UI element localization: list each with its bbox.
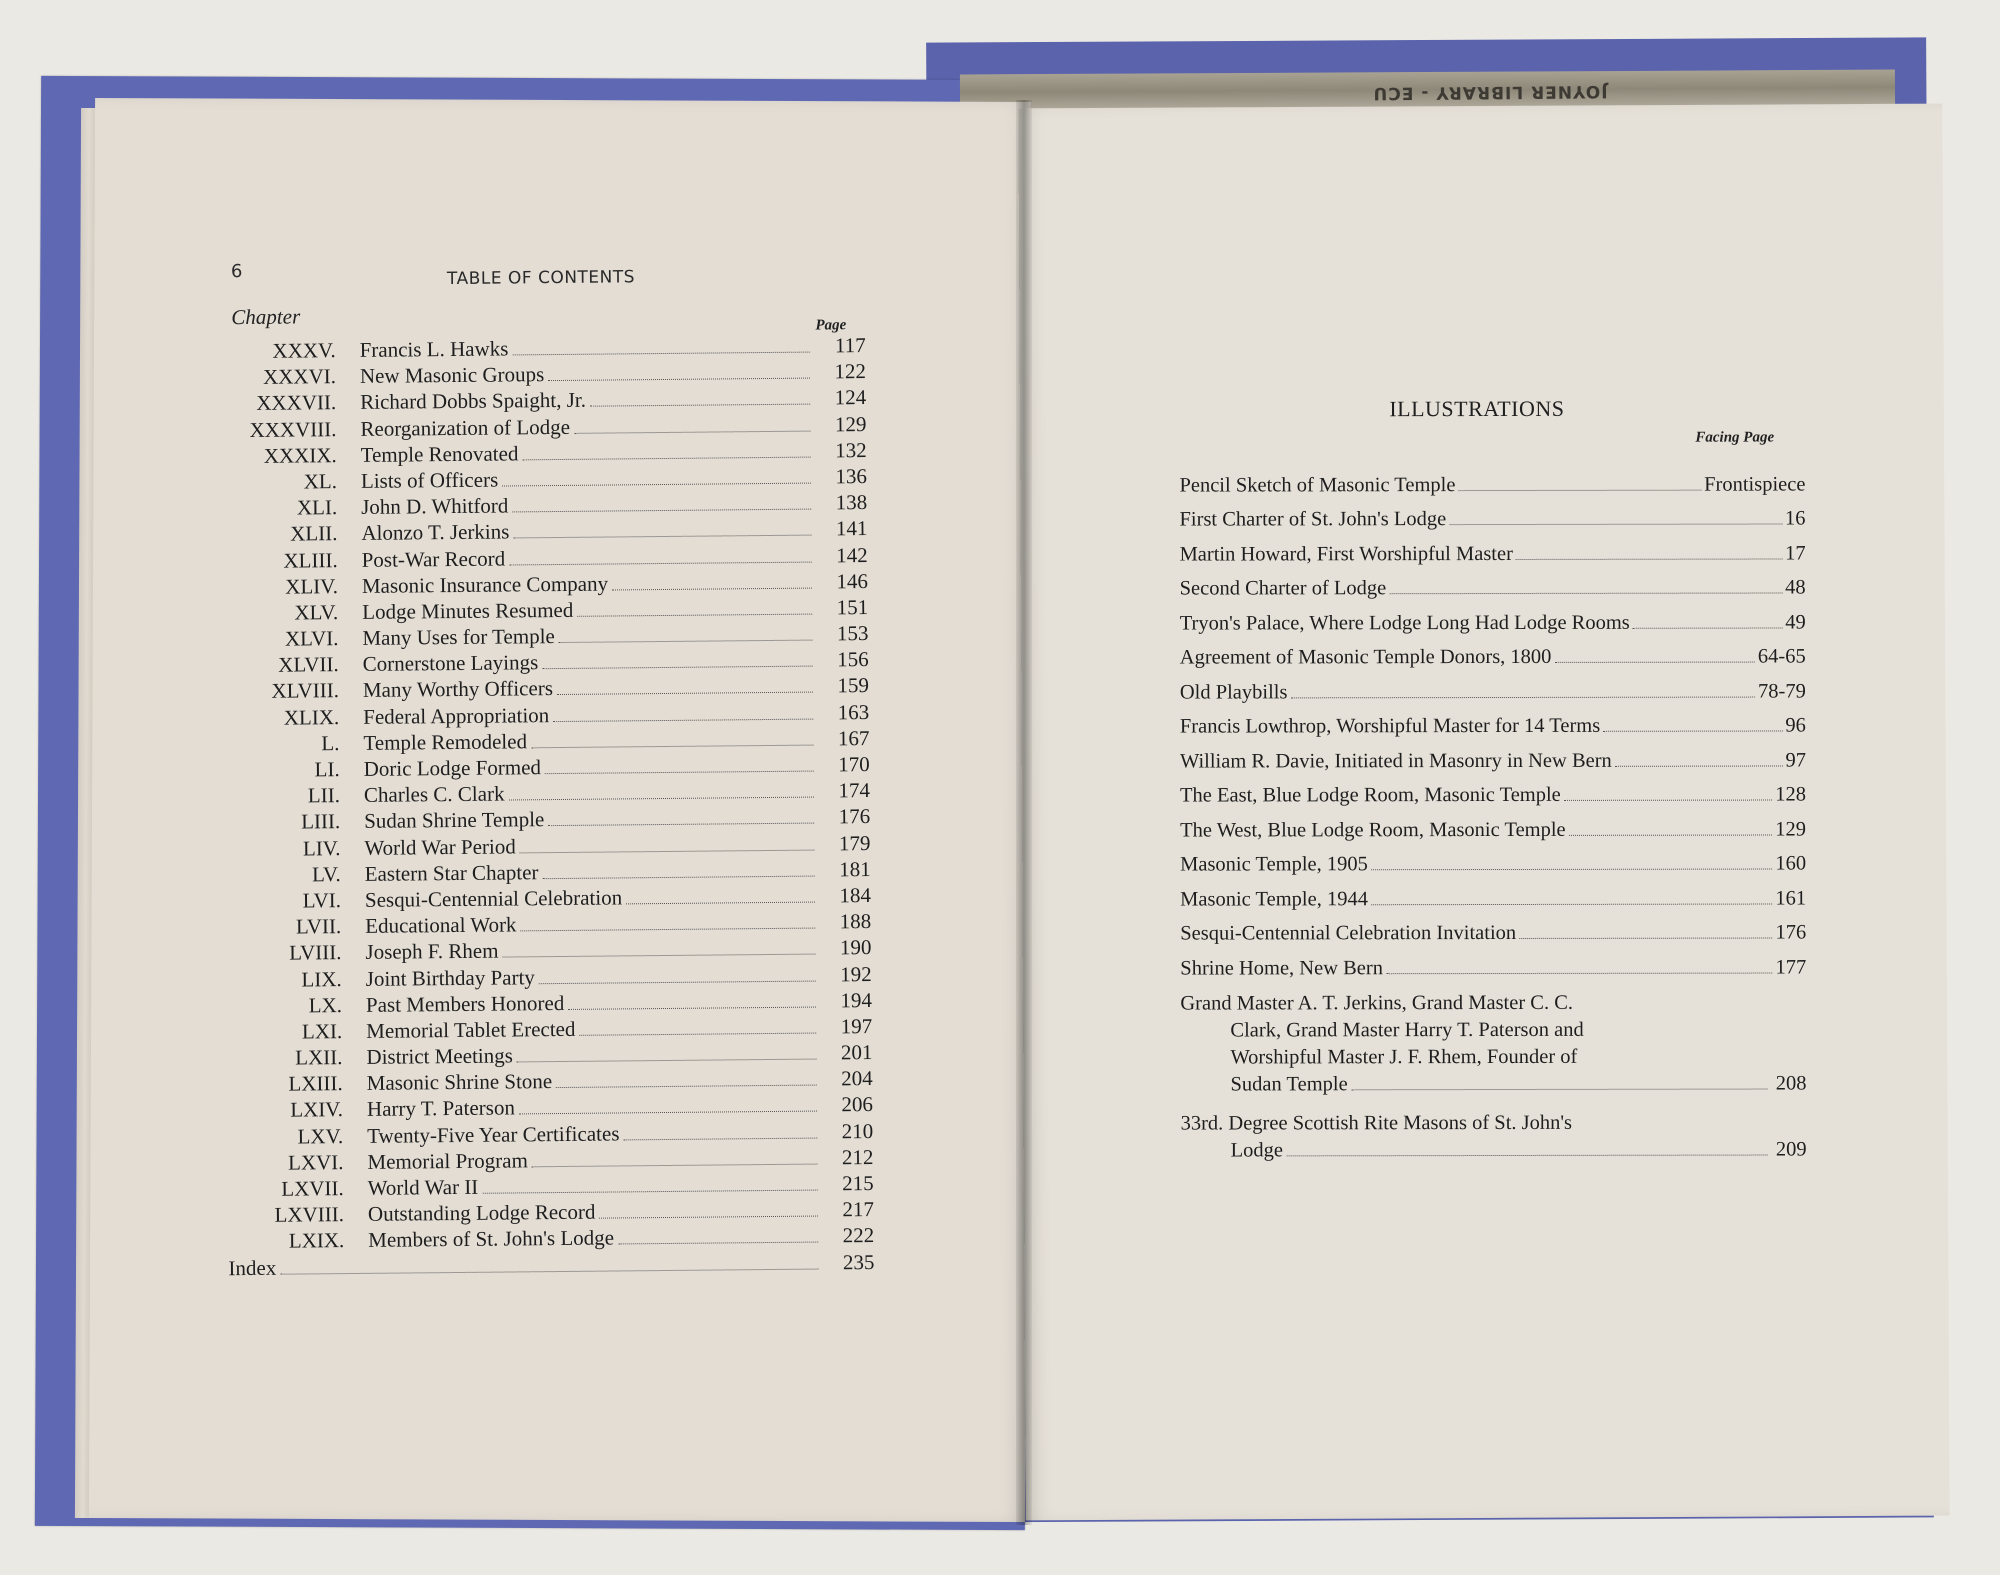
dot-leader bbox=[1290, 679, 1755, 698]
chapter-number: LV. bbox=[311, 861, 341, 887]
chapter-page: 184 bbox=[839, 882, 872, 908]
illustration-row bbox=[1180, 668, 1806, 704]
chapter-number: XXXVIII. bbox=[249, 416, 337, 442]
chapter-number: XLV. bbox=[294, 599, 339, 625]
illustration-title: Masonic Temple, 1944 bbox=[1180, 887, 1368, 911]
dot-leader bbox=[1352, 1071, 1768, 1090]
chapter-page: 190 bbox=[839, 935, 872, 960]
chapter-page: 146 bbox=[836, 568, 869, 594]
illustration-page: 96 bbox=[1785, 714, 1806, 737]
chapter-page: 188 bbox=[839, 909, 872, 934]
dot-leader bbox=[1449, 507, 1782, 526]
chapter-title: Doric Lodge Formed bbox=[363, 755, 542, 781]
illustration-title-group bbox=[1180, 748, 1786, 773]
chapter-title: Masonic Shrine Stone bbox=[366, 1069, 553, 1096]
chapter-title: Reorganization of Lodge bbox=[360, 414, 571, 441]
dot-leader bbox=[1564, 783, 1772, 801]
illustration-row bbox=[1179, 461, 1805, 497]
page-number: 6 bbox=[230, 261, 243, 283]
chapter-title: Outstanding Lodge Record bbox=[367, 1199, 596, 1227]
illustration-title-line: Clark, Grand Master Harry T. Paterson and bbox=[1230, 1018, 1584, 1041]
chapter-page: 174 bbox=[838, 778, 871, 803]
chapter-title: District Meetings bbox=[366, 1043, 513, 1069]
chapter-number: LII. bbox=[307, 783, 341, 808]
illustration-page: 16 bbox=[1784, 507, 1806, 530]
illustration-title-last-line bbox=[1180, 1070, 1806, 1098]
chapter-title: Cornerstone Layings bbox=[362, 650, 539, 677]
chapter-page: 201 bbox=[840, 1040, 873, 1065]
chapter-page: 163 bbox=[837, 699, 870, 724]
index-title: Index bbox=[228, 1255, 277, 1280]
chapter-title: Memorial Program bbox=[367, 1148, 528, 1174]
chapter-page: 159 bbox=[837, 673, 870, 698]
illustration-title-group bbox=[1180, 783, 1775, 808]
chapter-title: Twenty-Five Year Certificates bbox=[367, 1121, 620, 1148]
chapter-page: 136 bbox=[835, 463, 868, 489]
dot-leader bbox=[1603, 714, 1782, 732]
illustration-title-last-line bbox=[1181, 1136, 1807, 1164]
chapter-number: LIV. bbox=[302, 835, 341, 861]
chapter-page: 181 bbox=[839, 856, 871, 882]
chapter-page: 132 bbox=[835, 437, 867, 463]
chapter-number: XLII. bbox=[290, 521, 338, 546]
illustration-title-group bbox=[1180, 541, 1786, 566]
illustration-row bbox=[1180, 841, 1806, 877]
illustration-title-group bbox=[1179, 472, 1704, 497]
illustration-title: Second Charter of Lodge bbox=[1179, 577, 1387, 600]
chapter-number: LIII. bbox=[301, 809, 341, 834]
chapter-page: 176 bbox=[838, 804, 871, 829]
illustration-title: Masonic Temple, 1905 bbox=[1180, 853, 1368, 876]
illustration-row bbox=[1180, 703, 1806, 739]
dot-leader bbox=[1389, 576, 1782, 595]
chapter-number: LXVI. bbox=[287, 1149, 344, 1175]
chapter-number: LXVII. bbox=[281, 1176, 344, 1201]
chapter-column-label: Chapter bbox=[231, 304, 301, 330]
chapter-title: Alonzo T. Jerkins bbox=[361, 519, 510, 546]
chapter-title: World War Period bbox=[364, 833, 516, 860]
illustration-title: Pencil Sketch of Masonic Temple bbox=[1179, 473, 1456, 497]
chapter-number: XLIX. bbox=[283, 704, 340, 730]
chapter-number: XXXV. bbox=[272, 338, 336, 363]
chapter-number: XLVI. bbox=[284, 626, 339, 651]
illustration-page: 177 bbox=[1775, 955, 1807, 979]
illustration-page: 160 bbox=[1775, 852, 1807, 875]
illustration-row bbox=[1180, 806, 1806, 842]
chapter-title: Members of St. John's Lodge bbox=[368, 1225, 615, 1253]
illustration-row bbox=[1180, 944, 1806, 980]
illustration-multiline-entry bbox=[1180, 989, 1806, 1098]
chapter-page: 122 bbox=[834, 359, 867, 384]
chapter-number: LI. bbox=[314, 757, 340, 782]
chapter-page: 194 bbox=[840, 987, 873, 1013]
chapter-page: 142 bbox=[836, 542, 868, 567]
illustration-row bbox=[1180, 737, 1806, 773]
chapter-page: 141 bbox=[835, 516, 868, 541]
chapter-number: LXI. bbox=[301, 1018, 343, 1044]
illustration-title-group bbox=[1180, 679, 1758, 704]
chapter-title: Joseph F. Rhem bbox=[365, 938, 499, 965]
illustration-multiline-entry bbox=[1181, 1109, 1807, 1164]
illustration-page: 208 bbox=[1775, 1071, 1807, 1095]
illustration-title-group bbox=[1180, 645, 1758, 670]
illustration-title-group bbox=[1180, 852, 1775, 877]
chapter-number: LVIII. bbox=[289, 940, 342, 965]
illustrations-list bbox=[1179, 461, 1806, 1164]
chapter-number: LVI. bbox=[302, 888, 342, 913]
chapter-title: Many Worthy Officers bbox=[362, 676, 554, 703]
illustration-page: Frontispiece bbox=[1704, 472, 1806, 496]
illustration-title: Martin Howard, First Worshipful Master bbox=[1179, 542, 1513, 566]
chapter-title: Sudan Shrine Temple bbox=[364, 807, 545, 834]
illustration-title-group bbox=[1180, 817, 1775, 842]
illustration-title-line: Grand Master A. T. Jerkins, Grand Master C. C. bbox=[1180, 991, 1574, 1015]
chapter-page: 170 bbox=[838, 752, 870, 777]
chapter-page: 210 bbox=[841, 1118, 874, 1143]
illustration-page: 64-65 bbox=[1757, 645, 1806, 668]
running-head: TABLE OF CONTENTS bbox=[446, 267, 636, 290]
illustration-title-group bbox=[1180, 714, 1786, 739]
illustration-title: Old Playbills bbox=[1179, 680, 1288, 704]
index-page: 235 bbox=[842, 1249, 875, 1274]
illustration-title: The East, Blue Lodge Room, Masonic Temple bbox=[1179, 783, 1561, 807]
chapter-number: LIX. bbox=[301, 966, 342, 991]
illustration-title-line: Worshipful Master J. F. Rhem, Founder of bbox=[1230, 1045, 1578, 1068]
dot-leader bbox=[1287, 1137, 1768, 1156]
illustration-title: The West, Blue Lodge Room, Masonic Temple bbox=[1180, 818, 1566, 842]
illustration-title-group bbox=[1180, 610, 1786, 635]
chapter-title: Richard Dobbs Spaight, Jr. bbox=[360, 388, 587, 415]
illustration-row bbox=[1180, 530, 1806, 566]
chapter-title: Many Uses for Temple bbox=[362, 624, 555, 650]
chapter-title: Past Members Honored bbox=[365, 990, 565, 1017]
illustration-title-group bbox=[1179, 507, 1785, 532]
chapter-page: 167 bbox=[837, 725, 870, 751]
illustration-row bbox=[1180, 772, 1806, 808]
chapter-number: XL. bbox=[303, 469, 338, 494]
illustration-title: Tryon's Palace, Where Lodge Long Had Lodge Rooms bbox=[1179, 611, 1630, 635]
chapter-title: Federal Appropriation bbox=[363, 702, 550, 729]
dot-leader bbox=[1371, 852, 1772, 871]
dot-leader bbox=[1554, 645, 1755, 663]
chapter-title: New Masonic Groups bbox=[359, 362, 545, 389]
illustration-page: 17 bbox=[1785, 541, 1806, 565]
chapter-number: XXXVII. bbox=[256, 390, 337, 416]
dot-leader bbox=[1386, 955, 1773, 974]
chapter-page: 179 bbox=[838, 830, 871, 855]
chapter-page: 212 bbox=[841, 1144, 874, 1170]
chapter-number: LXV. bbox=[297, 1123, 344, 1149]
chapter-page: 204 bbox=[841, 1066, 873, 1091]
chapter-title: Joint Birthday Party bbox=[365, 964, 535, 991]
chapter-page: 129 bbox=[834, 411, 867, 436]
illustration-page: 97 bbox=[1785, 748, 1806, 772]
dot-leader bbox=[1633, 610, 1782, 628]
dot-leader bbox=[1458, 472, 1701, 490]
chapter-number: XLVII. bbox=[278, 652, 339, 677]
illustration-page: 128 bbox=[1775, 783, 1807, 806]
chapter-number: L. bbox=[321, 730, 340, 756]
dot-leader bbox=[1615, 748, 1783, 766]
illustration-title-group bbox=[1180, 886, 1775, 911]
chapter-number: XLVIII. bbox=[271, 678, 340, 704]
chapter-page: 192 bbox=[840, 961, 872, 986]
chapter-title: Charles C. Clark bbox=[363, 781, 505, 808]
library-stamp: JOYNER LIBRARY - ECU bbox=[1372, 80, 1608, 104]
illustration-title: William R. Davie, Initiated in Masonry in New Bern bbox=[1179, 749, 1612, 773]
chapter-number: LXVIII. bbox=[274, 1202, 345, 1227]
chapter-number: XLIII. bbox=[283, 547, 338, 573]
illustration-page: 161 bbox=[1775, 886, 1807, 910]
dot-leader bbox=[1516, 541, 1782, 559]
chapter-title: Lists of Officers bbox=[360, 467, 499, 493]
chapter-page: 138 bbox=[835, 490, 868, 515]
illustration-row bbox=[1180, 599, 1806, 635]
chapter-page: 153 bbox=[836, 621, 869, 646]
chapter-page: 197 bbox=[840, 1013, 873, 1039]
illustration-row bbox=[1179, 496, 1805, 532]
illustration-row bbox=[1180, 875, 1806, 911]
illustration-page: 78-79 bbox=[1757, 679, 1806, 703]
dot-leader bbox=[1569, 817, 1773, 835]
illustration-row bbox=[1180, 634, 1806, 670]
chapter-number: LXIX. bbox=[288, 1228, 345, 1253]
chapter-page: 206 bbox=[841, 1092, 874, 1117]
chapter-number: XLI. bbox=[296, 495, 338, 520]
chapter-number: XLIV. bbox=[285, 573, 339, 599]
chapter-number: LXII. bbox=[295, 1045, 343, 1070]
illustration-title-line: Lodge bbox=[1230, 1138, 1284, 1161]
illustration-page: 49 bbox=[1785, 610, 1806, 634]
chapter-title: Lodge Minutes Resumed bbox=[362, 597, 574, 624]
chapter-number: LX. bbox=[308, 992, 343, 1018]
chapter-page: 222 bbox=[842, 1223, 875, 1248]
chapter-title: Memorial Tablet Erected bbox=[366, 1016, 576, 1043]
chapter-title: Sesqui-Centennial Celebration bbox=[364, 885, 623, 912]
chapter-page: 215 bbox=[842, 1171, 874, 1196]
illustration-title: Shrine Home, New Bern bbox=[1180, 956, 1383, 980]
illustration-title: First Charter of St. John's Lodge bbox=[1179, 508, 1447, 531]
illustration-title: Sesqui-Centennial Celebration Invitation bbox=[1180, 921, 1517, 945]
chapter-title: Educational Work bbox=[365, 912, 517, 939]
illustration-title: Francis Lowthrop, Worshipful Master for 14 Terms bbox=[1179, 714, 1601, 738]
chapter-page: 151 bbox=[836, 594, 869, 620]
chapter-title: Eastern Star Chapter bbox=[364, 859, 539, 886]
dot-leader bbox=[1519, 921, 1772, 939]
illustration-page: 129 bbox=[1775, 817, 1807, 841]
illustration-title-group bbox=[1180, 955, 1775, 980]
illustration-page: 176 bbox=[1775, 921, 1807, 944]
chapter-number: LXIII. bbox=[288, 1071, 343, 1096]
chapter-page: 117 bbox=[834, 333, 866, 358]
chapter-title: Masonic Insurance Company bbox=[361, 571, 609, 598]
dot-leader bbox=[1371, 886, 1772, 905]
illustration-page: 209 bbox=[1775, 1137, 1807, 1161]
chapter-number: XXXVI. bbox=[262, 364, 337, 390]
illustration-title-group bbox=[1180, 576, 1786, 601]
chapter-number: XXXIX. bbox=[263, 442, 337, 468]
illustration-row bbox=[1180, 565, 1806, 601]
chapter-title: Harry T. Paterson bbox=[366, 1095, 516, 1122]
chapter-number: LXIV. bbox=[290, 1097, 344, 1123]
chapter-title: John D. Whitford bbox=[361, 493, 509, 520]
facing-page-label: Facing Page bbox=[1695, 429, 1775, 446]
chapter-page: 124 bbox=[834, 385, 867, 410]
page-column-label: Page bbox=[815, 317, 847, 334]
chapter-page: 156 bbox=[837, 647, 869, 672]
chapter-number: LVII. bbox=[295, 914, 342, 939]
illustration-title-group bbox=[1180, 921, 1775, 946]
chapter-title: Temple Renovated bbox=[360, 441, 519, 467]
chapter-title: Post-War Record bbox=[361, 546, 506, 572]
illustration-title-line: 33rd. Degree Scottish Rite Masons of St. John's bbox=[1180, 1111, 1573, 1135]
illustrations-heading: ILLUSTRATIONS bbox=[1389, 395, 1565, 422]
illustration-title-line: Sudan Temple bbox=[1230, 1072, 1348, 1095]
chapter-page: 217 bbox=[842, 1197, 875, 1222]
illustration-row bbox=[1180, 910, 1806, 946]
illustration-page: 48 bbox=[1785, 576, 1806, 599]
chapter-title: World War II bbox=[367, 1174, 479, 1200]
illustration-title: Agreement of Masonic Temple Donors, 1800 bbox=[1179, 645, 1552, 669]
chapter-title: Temple Remodeled bbox=[363, 729, 528, 755]
chapter-title: Francis L. Hawks bbox=[359, 336, 509, 362]
